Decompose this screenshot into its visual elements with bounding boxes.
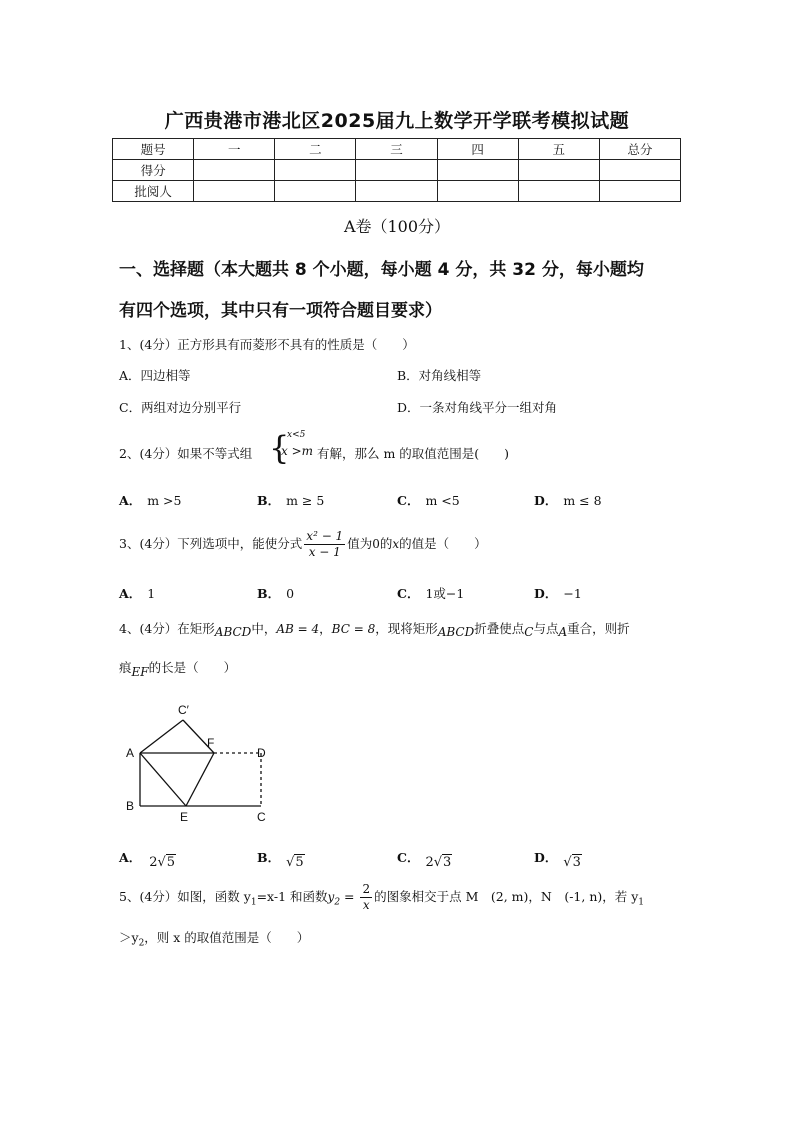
q5-text: ＞y [119,930,139,945]
q5-eq: = [340,889,359,904]
score-header-cell: 二 [275,139,356,160]
score-row-label: 得分 [113,160,194,181]
q3-option-b [257,584,294,602]
q3-option-c [397,584,464,602]
score-header-cell: 三 [356,139,437,160]
label-f: F [207,736,215,750]
score-cell [275,160,356,181]
option-value: m >5 [147,493,182,508]
coefficient: 2 [149,855,158,870]
label-c-prime: C′ [178,703,189,717]
fraction-numerator: 2 [362,882,371,896]
q4-option-a [119,848,176,870]
option-letter: C． [397,850,420,865]
score-cell [275,181,356,202]
score-cell [518,160,599,181]
radicand: 5 [166,855,176,870]
score-cell [599,181,680,202]
q3-prefix: 3、(4分）下列选项中，能使分式 [119,536,303,551]
q3-option-d [534,584,582,602]
label-c: C [257,810,266,824]
option-value: −1 [563,586,582,601]
option-letter: A． [119,850,142,865]
option-letter: B． [257,850,281,865]
folded-rectangle-figure [115,695,285,830]
option-value: 0 [286,586,295,601]
q4-ab: AB = 4 [276,622,320,636]
score-cell [437,181,518,202]
q1-option-a: A．四边相等 [119,368,191,383]
q3-suffix-b: 的 [379,536,393,551]
q4-option-c [397,848,452,870]
radicand: 3 [443,855,452,870]
question-1-text: 1、(4分）正方形具有而菱形不具有的性质是（ ） [119,337,415,352]
score-header-cell: 五 [518,139,599,160]
q4-point-c: C [524,625,534,639]
score-cell [356,160,437,181]
coefficient: 2 [425,855,434,870]
q2-option-d [534,491,602,509]
q4-ef: EF [131,665,149,679]
score-cell [194,160,275,181]
q4-text: 痕 [119,660,132,675]
q3-option-a [119,584,155,602]
fraction-numerator: x² − 1 [306,529,344,543]
q4-text: 重合，则折 [567,621,630,636]
q5-fraction [360,882,372,913]
brace-symbol: { [269,429,290,467]
sqrt-expression: √3 [563,855,581,870]
score-table [112,138,681,202]
sqrt-expression: 2√5 [149,855,176,870]
score-header-cell: 总分 [599,139,680,160]
q4-option-d [534,848,582,870]
q2-option-a [119,491,181,509]
q2-inequality-bottom: x >m [281,444,314,458]
crease-fe [186,753,214,806]
option-letter: C． [397,586,420,601]
q2-option-c [397,491,460,509]
q4-text: 4、(4分）在矩形 [119,621,215,636]
q1-option-c: C．两组对边分别平行 [119,400,242,415]
score-header-cell: 一 [194,139,275,160]
option-value: 1 [147,586,156,601]
exam-title: 广西贵港市港北区2025届九上数学开学联考模拟试题 [164,110,630,132]
section-heading-line2: 有四个选项，其中只有一项符合题目要求） [119,301,442,321]
q3-suffix-a: 值为 [347,536,373,551]
score-cell [518,181,599,202]
score-cell [437,160,518,181]
q3-fraction [304,529,345,560]
label-a: A [126,746,135,760]
q4-text: 的长是（ ） [148,660,237,675]
q5-subscript: 2 [334,897,341,908]
option-letter: C． [397,493,420,508]
label-b: B [126,799,135,813]
question-5-line2 [119,928,309,949]
q5-text: ，则 x 的取值范围是（ ） [144,930,310,945]
q5-text: 的图象相交于点 M (2, m)，N (-1, n)，若 y [374,889,639,904]
option-value: m ≥ 5 [286,493,325,508]
q4-text: 折叠使点 [474,621,525,636]
q4-text: ，现将矩形 [375,621,438,636]
q4-text: ， [319,621,332,636]
section-heading-line1: 一、选择题（本大题共 8 个小题，每小题 4 分，共 32 分，每小题均 [119,260,644,280]
q4-bc: BC = 8 [331,622,376,636]
q3-suffix-c: 的值是（ ） [399,536,487,551]
q4-option-b [257,848,305,870]
score-table-row [113,160,681,181]
question-4-line2 [119,658,237,679]
volume-heading: A卷（100分） [343,217,451,236]
label-d: D [257,746,266,760]
question-4-line1 [119,619,630,637]
option-value: m ≤ 8 [563,493,602,508]
q2-suffix: 有解，那么 m 的取值范围是( ) [317,446,510,461]
q4-rect-1: ABCD [214,625,252,639]
option-letter: A． [119,493,142,508]
option-letter: D． [534,586,558,601]
q3-var: x [392,537,400,551]
score-table-row [113,181,681,202]
question-5-line1 [119,882,644,913]
score-cell [599,160,680,181]
q2-prefix: 2、(4分）如果不等式组 [119,446,253,461]
q1-option-d: D．一条对角线平分一组对角 [397,400,558,415]
q5-subscript: 1 [250,897,257,908]
q5-subscript: 2 [138,938,145,949]
q1-option-b: B．对角线相等 [397,368,482,383]
score-header-cell: 四 [437,139,518,160]
q4-text: 中， [251,621,277,636]
score-cell [356,181,437,202]
fraction-denominator: x − 1 [308,545,341,559]
q5-subscript: 1 [638,897,645,908]
edge-ac-prime [140,720,183,753]
option-letter: D． [534,850,558,865]
q4-text: 与点 [533,621,559,636]
q5-y2: y [327,890,335,904]
score-row-label: 批阅人 [113,181,194,202]
option-letter: D． [534,493,558,508]
option-letter: B． [257,586,281,601]
edge-ae [140,753,186,806]
q4-rect-2: ABCD [437,625,475,639]
option-letter: A． [119,586,142,601]
score-table-header-row [113,139,681,160]
label-e: E [180,810,189,824]
radicand: 5 [295,855,304,870]
option-value: m <5 [425,493,460,508]
option-value: 1或−1 [425,586,465,601]
radicand: 3 [572,855,581,870]
q2-option-b [257,491,324,509]
q5-text: 5、(4分）如图，函数 y [119,889,251,904]
fraction-denominator: x [362,898,370,912]
q2-inequality-top: x<5 [287,430,306,440]
option-letter: B． [257,493,281,508]
q4-point-a: A [558,625,568,639]
q3-zero: 0 [372,537,380,551]
score-header-cell: 题号 [113,139,194,160]
question-3 [119,529,487,560]
sqrt-expression: 2√3 [425,855,452,870]
q5-text: =x-1 和函数 [256,889,328,904]
sqrt-expression: √5 [286,855,304,870]
score-cell [194,181,275,202]
